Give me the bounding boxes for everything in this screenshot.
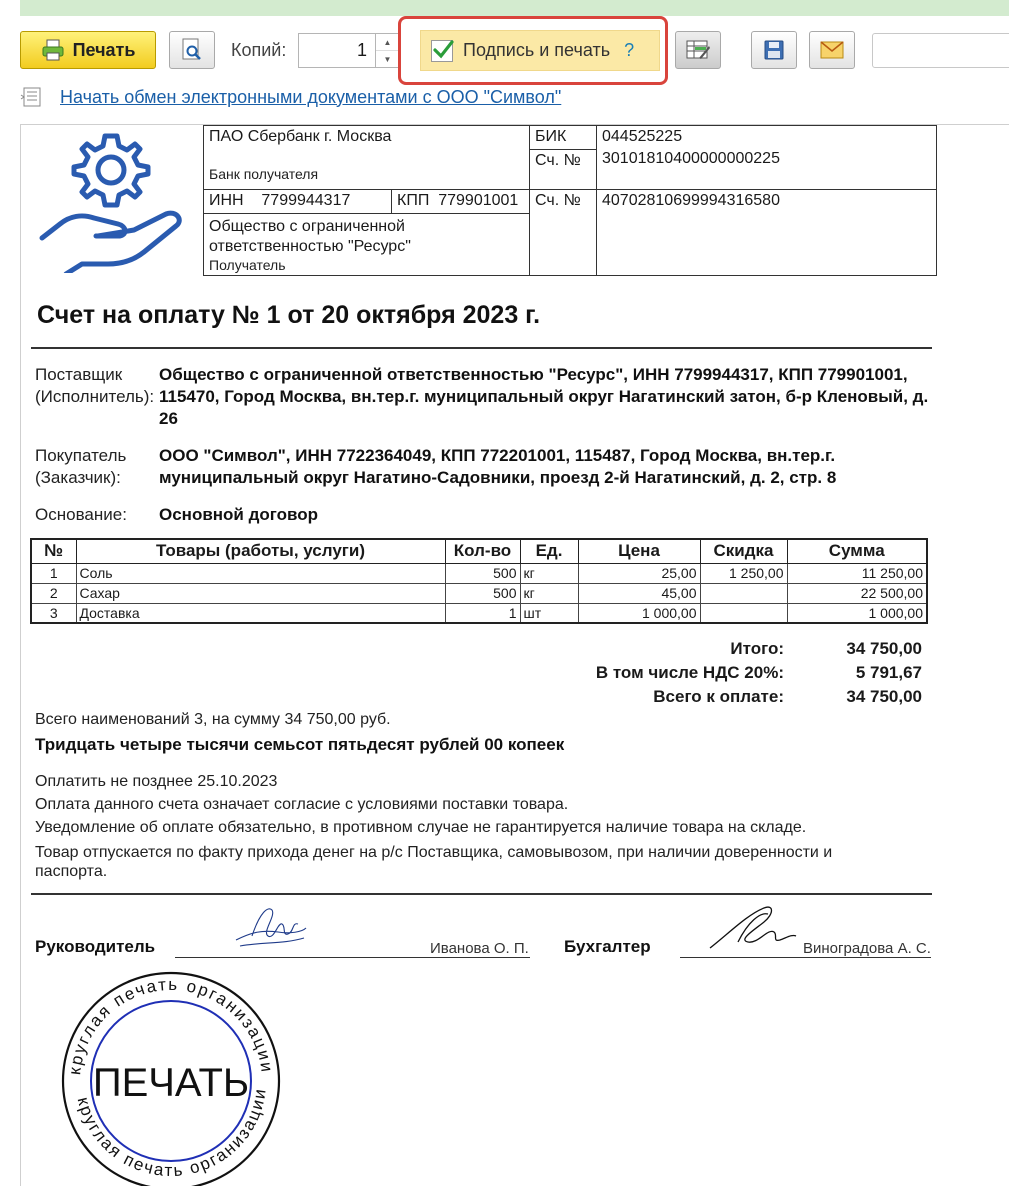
kpp-label: КПП xyxy=(397,192,430,209)
invoice-title: Счет на оплату № 1 от 20 октября 2023 г. xyxy=(37,301,541,329)
title-divider xyxy=(31,347,932,349)
total-label: Итого: xyxy=(730,639,784,658)
organization-stamp xyxy=(58,968,284,1186)
account-label-cell xyxy=(530,190,597,276)
note-payment-notice: Уведомление об оплате обязательно, в противном случае не гарантируется наличие товара на складе. xyxy=(35,819,807,836)
items-summary: Всего наименований 3, на сумму 34 750,00 руб. xyxy=(35,711,391,728)
vat-label: В том числе НДС 20%: xyxy=(595,663,784,682)
printer-icon xyxy=(41,39,65,61)
amount-in-words: Тридцать четыре тысячи семьсот пятьдесят рублей 00 копеек xyxy=(35,735,565,754)
col-header-number: № xyxy=(31,539,76,563)
row-discount: 1 250,00 xyxy=(700,563,787,583)
bik-label: БИК xyxy=(530,126,596,150)
spinner-up-icon[interactable]: ▲ xyxy=(376,34,399,51)
copies-label: Копий: xyxy=(231,40,287,60)
table-row xyxy=(31,563,927,583)
supplier-value: Общество с ограниченной ответственностью "Ресурс", ИНН 7799944317, КПП 779901001, 115470, Город Москва, вн.тер.г. муниципальный округ Нагатинский затон, б-р Кленовый, д. 26 xyxy=(159,365,929,428)
account-label: Сч. № xyxy=(535,192,581,209)
note-due-date: Оплатить не позднее 25.10.2023 xyxy=(35,773,278,790)
accountant-label: Бухгалтер xyxy=(564,937,651,956)
row-goods-name: Сахар xyxy=(76,583,445,603)
start-edo-exchange-link[interactable]: Начать обмен электронными документами с ООО "Символ" xyxy=(60,86,562,107)
col-header-sum: Сумма xyxy=(787,539,927,563)
bank-details-table xyxy=(203,125,937,276)
sign-and-stamp-label: Подпись и печать xyxy=(463,40,611,60)
row-unit: шт xyxy=(520,603,578,623)
row-sum: 22 500,00 xyxy=(787,583,927,603)
row-price: 1 000,00 xyxy=(578,603,700,623)
table-row xyxy=(31,583,927,603)
bank-caption: Банк получателя xyxy=(209,166,319,182)
recipient-cell xyxy=(204,190,530,276)
bik-value-cell xyxy=(597,126,937,190)
account-value: 40702810699994316580 xyxy=(602,192,780,209)
kpp-cell xyxy=(392,190,523,213)
edo-link-row xyxy=(20,86,561,108)
preview-magnifier-icon xyxy=(181,38,203,62)
basis-value: Основной договор xyxy=(159,505,319,524)
row-price: 45,00 xyxy=(578,583,700,603)
edit-table-button[interactable] xyxy=(675,31,721,69)
row-goods-name: Доставка xyxy=(76,603,445,623)
accountant-name: Виноградова А. С. xyxy=(803,940,931,957)
due-label: Всего к оплате: xyxy=(653,687,784,706)
row-number: 1 xyxy=(31,563,76,583)
kpp-value: 779901001 xyxy=(438,192,519,209)
col-header-price: Цена xyxy=(578,539,700,563)
corr-account-value: 30101810400000000225 xyxy=(602,150,780,167)
company-logo xyxy=(38,128,188,273)
row-number: 3 xyxy=(31,603,76,623)
row-qty: 1 xyxy=(445,603,520,623)
search-input[interactable] xyxy=(872,33,1009,68)
col-header-unit: Ед. xyxy=(520,539,578,563)
row-sum: 11 250,00 xyxy=(787,563,927,583)
buyer-label: Покупатель (Заказчик): xyxy=(35,446,127,487)
note-pickup-terms: Товар отпускается по факту прихода денег на р/с Поставщика, самовывозом, при наличии доверенности и паспорта. xyxy=(35,844,833,880)
help-icon[interactable]: ? xyxy=(624,40,635,60)
corr-account-label: Сч. № xyxy=(535,152,581,169)
account-value-cell xyxy=(597,190,937,276)
basis-label: Основание: xyxy=(35,505,127,524)
note-acceptance: Оплата данного счета означает согласие с условиями поставки товара. xyxy=(35,796,569,813)
row-number: 2 xyxy=(31,583,76,603)
copies-input[interactable]: 1 xyxy=(298,33,376,68)
row-sum: 1 000,00 xyxy=(787,603,927,623)
inn-cell xyxy=(204,190,392,213)
save-button[interactable] xyxy=(751,31,797,69)
stamp-center-text: ПЕЧАТЬ xyxy=(92,1061,250,1105)
bank-name-cell xyxy=(204,126,530,190)
stamp-ring-text-top: круглая печать организации xyxy=(65,974,277,1076)
edit-table-icon xyxy=(685,38,711,62)
row-discount xyxy=(700,603,787,623)
row-price: 25,00 xyxy=(578,563,700,583)
preview-button[interactable] xyxy=(169,31,215,69)
checkmark-icon xyxy=(432,39,454,61)
vat-value: 5 791,67 xyxy=(855,663,922,682)
recipient-name: Общество с ограниченной ответственностью "Ресурс" xyxy=(209,218,411,255)
inn-value: 7799944317 xyxy=(261,192,351,209)
due-value: 34 750,00 xyxy=(846,687,922,706)
goods-table xyxy=(30,538,928,624)
col-header-goods: Товары (работы, услуги) xyxy=(76,539,445,563)
print-button-label: Печать xyxy=(72,39,136,60)
head-label: Руководитель xyxy=(35,937,156,956)
col-header-qty: Кол-во xyxy=(445,539,520,563)
floppy-disk-icon xyxy=(763,39,785,61)
send-email-button[interactable] xyxy=(809,31,855,69)
sign-and-stamp-checkbox[interactable] xyxy=(431,40,453,62)
recipient-caption: Получатель xyxy=(209,257,286,273)
inn-label: ИНН xyxy=(209,192,244,209)
accountant-signature-line xyxy=(680,957,931,958)
copies-spinner[interactable] xyxy=(376,33,400,68)
head-name: Иванова О. П. xyxy=(430,940,529,957)
bik-value: 044525225 xyxy=(602,128,683,145)
row-unit: кг xyxy=(520,583,578,603)
sign-and-stamp-toggle[interactable] xyxy=(420,30,660,71)
row-qty: 500 xyxy=(445,583,520,603)
top-status-strip xyxy=(20,0,1009,16)
bank-name: ПАО Сбербанк г. Москва xyxy=(209,128,392,145)
stamp-ring-text-bottom: круглая печать организации xyxy=(73,1086,270,1181)
col-header-discount: Скидка xyxy=(700,539,787,563)
envelope-icon xyxy=(820,41,844,59)
print-button[interactable] xyxy=(20,31,156,69)
buyer-value: ООО "Символ", ИНН 7722364049, КПП 772201001, 115487, Город Москва, вн.тер.г. муниципальный округ Нагатино-Садовники, проезд 2-й Нагатинский, д. 2, стр. 8 xyxy=(159,446,837,487)
row-discount xyxy=(700,583,787,603)
total-value: 34 750,00 xyxy=(846,639,922,658)
row-goods-name: Соль xyxy=(76,563,445,583)
head-signature-line xyxy=(175,957,530,958)
bik-label-cell xyxy=(530,126,597,190)
spinner-down-icon[interactable]: ▼ xyxy=(383,55,392,64)
signatures-divider xyxy=(31,893,932,895)
table-row xyxy=(31,603,927,623)
edo-document-icon xyxy=(20,86,46,108)
row-qty: 500 xyxy=(445,563,520,583)
accountant-signature-scribble xyxy=(708,902,798,952)
head-signature-scribble xyxy=(232,902,312,952)
supplier-label: Поставщик (Исполнитель): xyxy=(35,365,155,406)
row-unit: кг xyxy=(520,563,578,583)
